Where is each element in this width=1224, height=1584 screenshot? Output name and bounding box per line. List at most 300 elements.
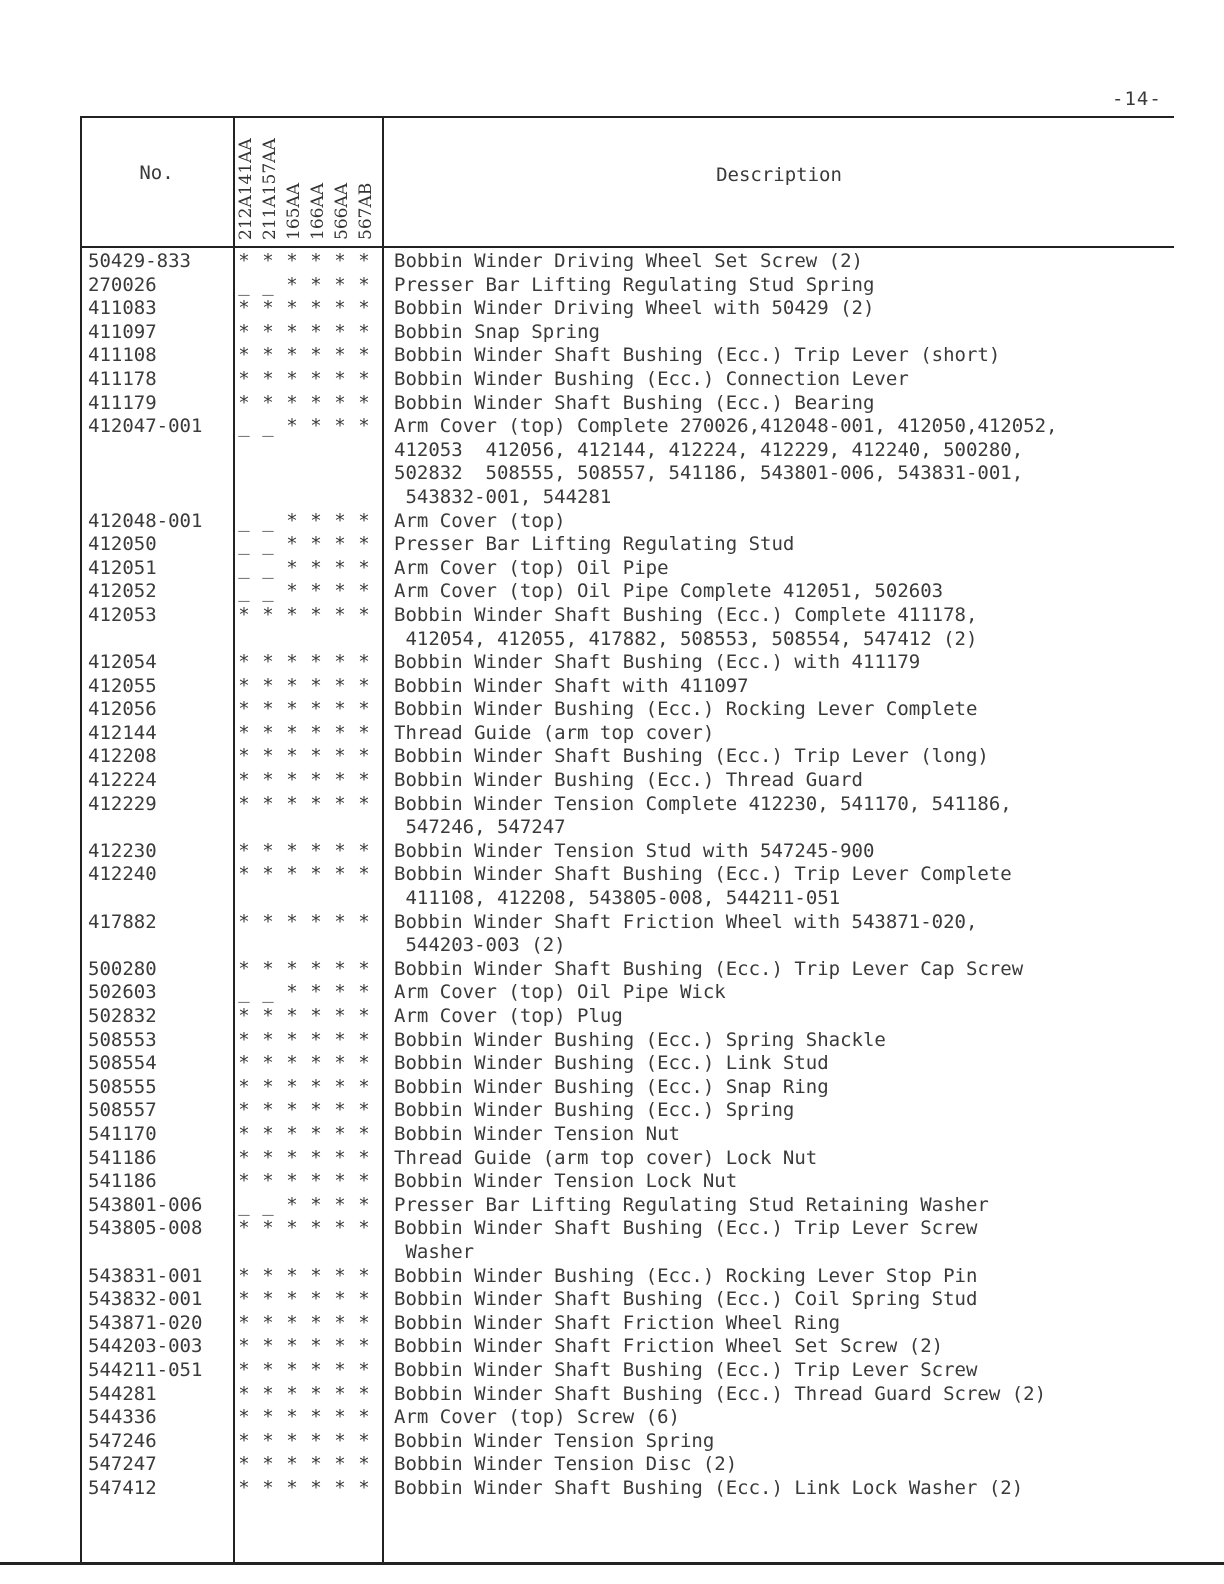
part-description: Bobbin Winder Bushing (Ecc.) Rocking Lever Complete [394,698,978,721]
part-number: 508557 [88,1099,157,1122]
model-mark: * [334,1193,346,1216]
table-row [0,863,1224,887]
model-mark: * [358,1476,370,1499]
page-bottom-rule [0,1562,1224,1565]
model-mark: * [334,1217,346,1240]
table-top-rule [80,116,1174,118]
model-mark: * [238,1170,250,1193]
part-description: Presser Bar Lifting Regulating Stud Retaining Washer [394,1193,989,1216]
model-mark: * [238,1335,250,1358]
part-number [0,887,228,911]
model-mark: * [238,698,250,721]
model-mark: * [358,367,370,390]
part-number: 544203-003 [88,1335,203,1358]
model-marks [228,297,382,321]
model-mark: * [310,957,322,980]
model-marks [228,604,382,628]
model-mark: * [262,1122,274,1145]
table-row [0,769,1224,793]
model-mark: * [286,344,298,367]
model-mark: * [286,391,298,414]
model-mark: * [286,1217,298,1240]
model-marks [228,439,382,463]
part-number: 541186 [88,1170,157,1193]
model-mark: _ [238,1193,250,1216]
model-mark: * [286,1075,298,1098]
model-mark: * [262,1052,274,1075]
table-row-continuation [0,439,1224,463]
model-marks [228,911,382,935]
table-row [0,415,1224,439]
part-number [0,462,228,486]
model-mark: * [334,721,346,744]
part-number: 508554 [88,1052,157,1075]
model-header [308,122,332,240]
model-marks [228,486,382,510]
model-mark: * [334,957,346,980]
model-mark: * [238,910,250,933]
model-mark: * [334,603,346,626]
model-mark: * [358,1335,370,1358]
table-row [0,1288,1224,1312]
table-row [0,321,1224,345]
table-row-continuation [0,462,1224,486]
model-mark: * [358,1146,370,1169]
model-mark: * [286,651,298,674]
model-headers [236,122,380,240]
model-mark: * [262,698,274,721]
model-mark: * [286,1358,298,1381]
table-row [0,698,1224,722]
model-mark: * [358,1264,370,1287]
model-marks [228,1005,382,1029]
model-mark: * [358,1382,370,1405]
model-mark: * [262,792,274,815]
model-mark: * [334,745,346,768]
part-description: Bobbin Winder Bushing (Ecc.) Rocking Lever Stop Pin [394,1264,978,1287]
model-marks [228,321,382,345]
part-number: 543831-001 [88,1264,203,1287]
table-row [0,1312,1224,1336]
table-row [0,580,1224,604]
model-mark: * [334,1170,346,1193]
model-mark: * [238,1217,250,1240]
model-mark: * [286,1453,298,1476]
model-mark: * [334,1453,346,1476]
model-mark: * [334,1075,346,1098]
model-mark: * [358,745,370,768]
part-number: 508553 [88,1028,157,1051]
model-mark: * [286,1429,298,1452]
model-marks [228,1477,382,1501]
model-mark: * [238,1099,250,1122]
part-number: 417882 [88,910,157,933]
part-description: Arm Cover (top) Oil Pipe [394,556,669,579]
model-mark: * [238,1453,250,1476]
part-description: Bobbin Winder Shaft Bushing (Ecc.) Complete 411178, [394,603,978,626]
model-mark: * [334,1382,346,1405]
model-mark: * [310,580,322,603]
table-row [0,1123,1224,1147]
model-mark: * [334,863,346,886]
table-row [0,1335,1224,1359]
model-marks [228,415,382,439]
model-mark: * [358,509,370,532]
part-description: Bobbin Winder Shaft Bushing (Ecc.) Thread Guard Screw (2) [394,1382,1047,1405]
model-mark: * [238,250,250,272]
model-mark: * [310,391,322,414]
part-number: 411179 [88,391,157,414]
table-header-rule [80,246,1174,248]
table-row [0,958,1224,982]
page-number: -14- [1112,88,1162,110]
model-mark: * [238,651,250,674]
model-marks [228,816,382,840]
table-row [0,1029,1224,1053]
model-mark: * [286,1170,298,1193]
part-description: Bobbin Winder Shaft with 411097 [394,674,749,697]
part-number: 412054 [88,651,157,674]
model-mark: * [358,839,370,862]
part-number: 547412 [88,1476,157,1499]
model-mark: * [310,273,322,296]
model-mark: * [286,1099,298,1122]
model-mark: * [310,1005,322,1027]
model-mark: _ [238,273,250,296]
part-number [0,934,228,958]
model-mark: * [358,297,370,320]
model-mark: * [262,1453,274,1476]
model-mark: * [310,320,322,343]
model-mark: * [358,1005,370,1027]
model-mark: * [358,1028,370,1051]
model-mark: * [262,297,274,320]
model-mark: * [358,1075,370,1098]
part-description: Bobbin Winder Shaft Friction Wheel Ring [394,1311,841,1334]
model-mark: * [334,1429,346,1452]
model-mark: * [286,745,298,768]
model-mark: * [334,1476,346,1499]
table-row [0,1099,1224,1123]
model-marks [228,675,382,699]
model-mark: * [334,1052,346,1075]
model-mark: * [262,839,274,862]
model-mark: * [310,745,322,768]
part-number: 502832 [88,1005,157,1027]
model-header [236,122,260,240]
model-mark: * [286,1406,298,1429]
model-mark: * [238,1429,250,1452]
model-mark: * [262,603,274,626]
model-marks [228,840,382,864]
model-mark: * [334,1099,346,1122]
table-row [0,745,1224,769]
part-description: Arm Cover (top) Oil Pipe Complete 412051, 502603 [394,580,944,603]
model-mark: * [286,1264,298,1287]
table-row [0,840,1224,864]
model-mark: * [310,1217,322,1240]
model-mark: * [238,769,250,792]
model-marks [228,793,382,817]
model-mark: * [358,391,370,414]
model-mark: * [310,603,322,626]
model-mark: * [262,1429,274,1452]
model-mark: * [286,1146,298,1169]
model-mark: * [310,1311,322,1334]
table-row [0,368,1224,392]
model-mark: * [334,391,346,414]
model-mark: * [334,1288,346,1311]
part-number: 412051 [88,556,157,579]
part-description: Washer [394,1240,475,1263]
table-row [0,1453,1224,1477]
model-mark: * [310,769,322,792]
model-mark: * [286,367,298,390]
part-description: Thread Guide (arm top cover) Lock Nut [394,1146,818,1169]
model-marks [228,1099,382,1123]
model-mark: * [262,674,274,697]
model-mark: * [310,674,322,697]
part-description: Bobbin Snap Spring [394,320,600,343]
model-mark: * [334,981,346,1004]
parts-table-body [0,250,1224,1500]
model-mark: * [334,344,346,367]
model-mark: * [286,957,298,980]
model-mark: _ [262,533,274,556]
model-mark: * [310,910,322,933]
part-number: 411083 [88,297,157,320]
model-header [260,122,284,240]
part-number [0,816,228,840]
model-mark: * [334,910,346,933]
part-description: Arm Cover (top) Screw (6) [394,1406,680,1429]
model-mark: * [334,273,346,296]
table-row [0,557,1224,581]
table-row-continuation [0,816,1224,840]
table-row [0,1052,1224,1076]
part-description: Bobbin Winder Bushing (Ecc.) Spring Shackle [394,1028,886,1051]
model-mark: * [310,556,322,579]
model-mark: * [334,1028,346,1051]
model-mark: * [286,1382,298,1405]
table-row [0,604,1224,628]
model-mark: * [238,603,250,626]
model-marks [228,250,382,274]
model-mark: _ [238,556,250,579]
model-mark: * [286,1193,298,1216]
table-row [0,533,1224,557]
model-mark: * [310,1122,322,1145]
model-mark: * [238,391,250,414]
table-row-continuation [0,1241,1224,1265]
model-mark: * [358,250,370,272]
model-marks [228,863,382,887]
model-marks [228,274,382,298]
table-row-continuation [0,628,1224,652]
model-mark: * [334,1005,346,1027]
model-mark: * [310,1335,322,1358]
model-mark: * [358,981,370,1004]
model-mark: * [286,674,298,697]
model-mark: * [310,367,322,390]
model-mark: * [334,367,346,390]
model-mark: * [358,1311,370,1334]
model-mark: * [262,1476,274,1499]
model-mark: * [286,533,298,556]
part-description: Bobbin Winder Tension Complete 412230, 541170, 541186, [394,792,1012,815]
part-number: 412240 [88,863,157,886]
model-mark: * [238,320,250,343]
part-description: 411108, 412208, 543805-008, 544211-051 [394,887,841,910]
model-mark: * [310,1264,322,1287]
part-number: 541186 [88,1146,157,1169]
part-description: Presser Bar Lifting Regulating Stud Spring [394,273,875,296]
model-mark: * [262,1005,274,1027]
model-marks [228,344,382,368]
column-header-description: Description [716,164,842,186]
model-mark: * [238,1358,250,1381]
model-marks [228,934,382,958]
model-mark: * [310,415,322,438]
model-marks [228,510,382,534]
model-mark: * [286,1005,298,1027]
part-number: 411097 [88,320,157,343]
model-mark: * [262,863,274,886]
part-description: 547246, 547247 [394,816,566,839]
model-mark: * [286,721,298,744]
model-mark: * [286,603,298,626]
part-description: Arm Cover (top) [394,509,566,532]
model-marks [228,1265,382,1289]
model-mark: * [334,1146,346,1169]
model-header-label: 211A157AA [260,138,280,240]
table-row [0,1406,1224,1430]
model-mark: * [238,1476,250,1499]
model-mark: * [262,1099,274,1122]
part-description: Presser Bar Lifting Regulating Stud [394,533,795,556]
model-mark: * [334,651,346,674]
model-header [284,122,308,240]
model-mark: * [334,509,346,532]
part-number: 412047-001 [88,415,203,438]
model-mark: * [358,698,370,721]
model-mark: _ [238,509,250,532]
model-mark: * [262,1217,274,1240]
model-mark: * [310,1028,322,1051]
model-mark: * [334,556,346,579]
part-number: 508555 [88,1075,157,1098]
table-row [0,911,1224,935]
part-number: 543832-001 [88,1288,203,1311]
model-marks [228,1383,382,1407]
part-number: 543871-020 [88,1311,203,1334]
model-mark: * [358,674,370,697]
model-mark: * [358,320,370,343]
model-mark: * [358,603,370,626]
model-header-label: 165AA [284,182,304,240]
model-mark: * [310,839,322,862]
model-mark: * [262,651,274,674]
model-mark: * [334,839,346,862]
part-number: 412053 [88,603,157,626]
table-row [0,1217,1224,1241]
part-number: 412224 [88,769,157,792]
part-number: 411108 [88,344,157,367]
model-mark: * [358,1217,370,1240]
table-row-continuation [0,887,1224,911]
model-header [356,122,380,240]
part-number: 502603 [88,981,157,1004]
model-mark: * [358,344,370,367]
model-mark: * [286,509,298,532]
model-mark: * [310,1052,322,1075]
part-number [0,486,228,510]
part-description: Bobbin Winder Tension Stud with 547245-900 [394,839,875,862]
part-description: Bobbin Winder Bushing (Ecc.) Snap Ring [394,1075,829,1098]
model-mark: * [238,1406,250,1429]
model-marks [228,628,382,652]
model-mark: * [310,533,322,556]
model-mark: * [262,1075,274,1098]
model-mark: * [238,674,250,697]
model-mark: * [310,1476,322,1499]
model-marks [228,580,382,604]
model-mark: * [286,297,298,320]
table-row [0,274,1224,298]
part-description: Bobbin Winder Shaft Bushing (Ecc.) Trip Lever Cap Screw [394,957,1024,980]
model-marks [228,651,382,675]
part-description: Thread Guide (arm top cover) [394,721,715,744]
model-mark: * [310,1406,322,1429]
part-description: Bobbin Winder Shaft Bushing (Ecc.) Link Lock Washer (2) [394,1476,1024,1499]
model-mark: _ [262,1193,274,1216]
part-description: Arm Cover (top) Complete 270026,412048-001, 412050,412052, [394,415,1058,438]
table-row [0,297,1224,321]
part-description: Bobbin Winder Shaft Bushing (Ecc.) Trip Lever Complete [394,863,1012,886]
model-mark: _ [262,415,274,438]
part-description: Bobbin Winder Shaft Bushing (Ecc.) with 411179 [394,651,921,674]
model-mark: * [286,1052,298,1075]
part-description: Bobbin Winder Shaft Bushing (Ecc.) Trip Lever Screw [394,1358,978,1381]
model-mark: * [238,1288,250,1311]
model-mark: * [286,580,298,603]
model-mark: * [286,698,298,721]
model-mark: * [262,1358,274,1381]
model-mark: * [310,1099,322,1122]
table-row [0,722,1224,746]
model-marks [228,1123,382,1147]
model-mark: * [358,1193,370,1216]
part-description: Bobbin Winder Driving Wheel with 50429 (2) [394,297,875,320]
model-mark: * [310,863,322,886]
model-marks [228,1194,382,1218]
table-row [0,793,1224,817]
part-number: 412144 [88,721,157,744]
table-row-continuation [0,934,1224,958]
model-marks [228,1335,382,1359]
part-number: 412208 [88,745,157,768]
table-row [0,675,1224,699]
table-row [0,1147,1224,1171]
model-mark: * [310,1453,322,1476]
part-number: 412055 [88,674,157,697]
model-mark: * [238,957,250,980]
part-number: 543805-008 [88,1217,203,1240]
model-mark: * [238,792,250,815]
part-description: Bobbin Winder Tension Spring [394,1429,715,1452]
model-mark: _ [238,533,250,556]
model-marks [228,698,382,722]
